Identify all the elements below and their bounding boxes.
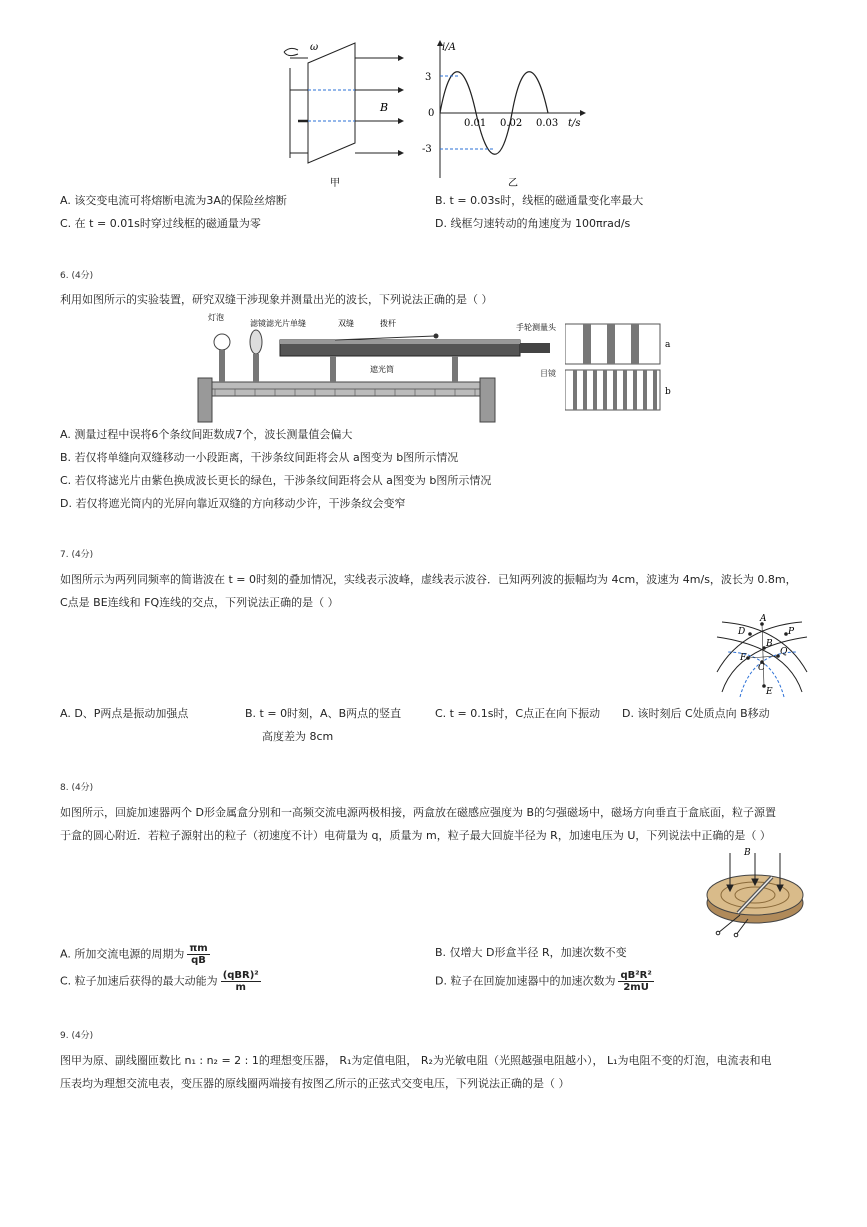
- point-C: C: [758, 663, 765, 673]
- q8-option-C-fraction: $\frac{\text{(qBR)²}}{m}$: [222, 970, 259, 993]
- q8-option-A-text: A. 所加交流电源的周期为: [60, 947, 185, 961]
- q7-stem-line2: C点是 BE连线和 FQ连线的交点，下列说法正确的是（ ）: [60, 596, 339, 609]
- eyepiece-label: 手轮测量头: [516, 323, 556, 332]
- t-axis-label: t/s: [568, 118, 581, 129]
- i-axis-label: i/A: [442, 42, 456, 53]
- cyclotron-B-label: B: [744, 848, 751, 858]
- q9-header: 9. (4分): [60, 1031, 94, 1041]
- point-B: B: [766, 639, 773, 649]
- q9-stem-line1: 图甲为原、副线圈匝数比 n₁ : n₂ = 2 : 1的理想变压器， R₁为定值电阻， R₂为光敏电阻（光照越强电阻越小）， L₁为电阻不变的灯泡，电流表和电: [60, 1054, 772, 1067]
- B-label: B: [380, 101, 389, 114]
- point-F: F: [740, 653, 747, 663]
- eyepiece-small-label: 目镜: [540, 369, 556, 378]
- q5-option-C[interactable]: C. 在 t = 0.01s时穿过线框的磁通量为零: [60, 217, 261, 230]
- q6-option-A[interactable]: A. 测量过程中误将6个条纹间距数成7个，波长测量值会偏大: [60, 428, 353, 441]
- q8-option-D-fraction: $\frac{\text{qB²R²}}{2mU}$: [620, 970, 652, 993]
- point-D: D: [738, 627, 746, 637]
- q8-option-A-fraction: $\frac{\pi m}{qB}$: [189, 943, 208, 966]
- q6-fringe-figure: [565, 322, 685, 414]
- q5-option-B[interactable]: B. t = 0.03s时，线框的磁通量变化率最大: [435, 194, 644, 207]
- q6-option-D[interactable]: D. 若仅将遮光筒内的光屏向靠近双缝的方向移动少许，干涉条纹会变窄: [60, 497, 406, 510]
- q7-stem-line1: 如图所示为两列同频率的简谐波在 t = 0时刻的叠加情况，实线表示波峰，虚线表示波谷．已知两列波的振幅均为 4cm，波速为 4m/s，波长为 0.8m，: [60, 573, 797, 586]
- q8-option-C-text: C. 粒子加速后获得的最大动能为: [60, 974, 218, 988]
- q7-wave-figure: [712, 612, 812, 702]
- q8-cyclotron-figure: [700, 845, 810, 940]
- y-tick-pos: 3: [425, 72, 432, 83]
- q8-option-A[interactable]: [60, 943, 210, 966]
- q8-header: 8. (4分): [60, 783, 94, 793]
- q5-option-D[interactable]: D. 线框匀速转动的角速度为 100πrad/s: [435, 217, 631, 230]
- q6-option-B[interactable]: B. 若仅将单缝向双缝移动一小段距离，干涉条纹间距将会从 a图变为 b图所示情况: [60, 451, 459, 464]
- q6-option-C[interactable]: C. 若仅将滤光片由紫色换成波长更长的绿色，干涉条纹间距将会从 a图变为 b图所示情况: [60, 474, 492, 487]
- q8-stem-line1: 如图所示，回旋加速器两个 D形金属盒分别和一高频交流电源两极相接，两盒放在磁感应强度为 B的匀强磁场中，磁场方向垂直于盒底面，粒子源置: [60, 806, 777, 819]
- q7-option-B-line2: 高度差为 8cm: [262, 730, 334, 743]
- rod-label: 拨杆: [380, 319, 396, 328]
- q9-stem-line2: 压表均为理想交流电表，变压器的原线圈两端接有按图乙所示的正弦式交变电压，下列说法正确的是（ ）: [60, 1077, 570, 1090]
- point-E: E: [766, 687, 773, 697]
- filter-slit-label: 滤镜滤光片单缝: [250, 319, 306, 328]
- q8-option-B[interactable]: B. 仅增大 D形盒半径 R，加速次数不变: [435, 946, 627, 959]
- q8-stem-line2: 于盒的圆心附近．若粒子源射出的粒子（初速度不计）电荷量为 q，质量为 m，粒子最大回旋半径为 R，加速电压为 U，下列说法中正确的是（ ）: [60, 829, 771, 842]
- q6-apparatus-figure: [190, 310, 560, 425]
- q8-option-D-text: D. 粒子在回旋加速器中的加速次数为: [435, 974, 616, 988]
- q6-stem: 利用如图所示的实验装置，研究双缝干涉现象并测量出光的波长，下列说法正确的是（ ）: [60, 293, 493, 306]
- double-slit-label: 双缝: [338, 319, 354, 328]
- fringe-b-label: b: [665, 387, 671, 397]
- x-tick-2: 0.02: [500, 118, 523, 129]
- q7-option-B[interactable]: B. t = 0时刻，A、B两点的竖直: [245, 707, 402, 720]
- fringe-a-label: a: [665, 340, 671, 350]
- x-tick-3: 0.03: [536, 118, 559, 129]
- omega-label: ω: [310, 42, 319, 53]
- q7-option-C[interactable]: C. t = 0.1s时，C点正在向下振动: [435, 707, 601, 720]
- q7-header: 7. (4分): [60, 550, 94, 560]
- point-Q: Q: [780, 647, 788, 657]
- q5-figure-jia: [280, 38, 410, 188]
- origin-label: 0: [428, 108, 435, 119]
- point-P: P: [788, 627, 795, 637]
- point-A: A: [760, 614, 767, 624]
- lamp-label: 灯泡: [208, 313, 224, 322]
- cover-label: 遮光筒: [370, 365, 394, 374]
- y-tick-neg: -3: [422, 144, 432, 155]
- q6-header: 6. (4分): [60, 271, 94, 281]
- x-tick-1: 0.01: [464, 118, 487, 129]
- q8-option-C[interactable]: [60, 970, 261, 993]
- q8-option-D[interactable]: [435, 970, 654, 993]
- yi-caption: 乙: [508, 178, 518, 188]
- q5-figure-yi: [420, 38, 590, 188]
- q7-option-D[interactable]: D. 该时刻后 C处质点向 B移动: [622, 707, 770, 720]
- q5-option-A[interactable]: A. 该交变电流可将熔断电流为3A的保险丝熔断: [60, 194, 287, 207]
- jia-caption: 甲: [330, 178, 340, 188]
- q7-option-A[interactable]: A. D、P两点是振动加强点: [60, 707, 189, 720]
